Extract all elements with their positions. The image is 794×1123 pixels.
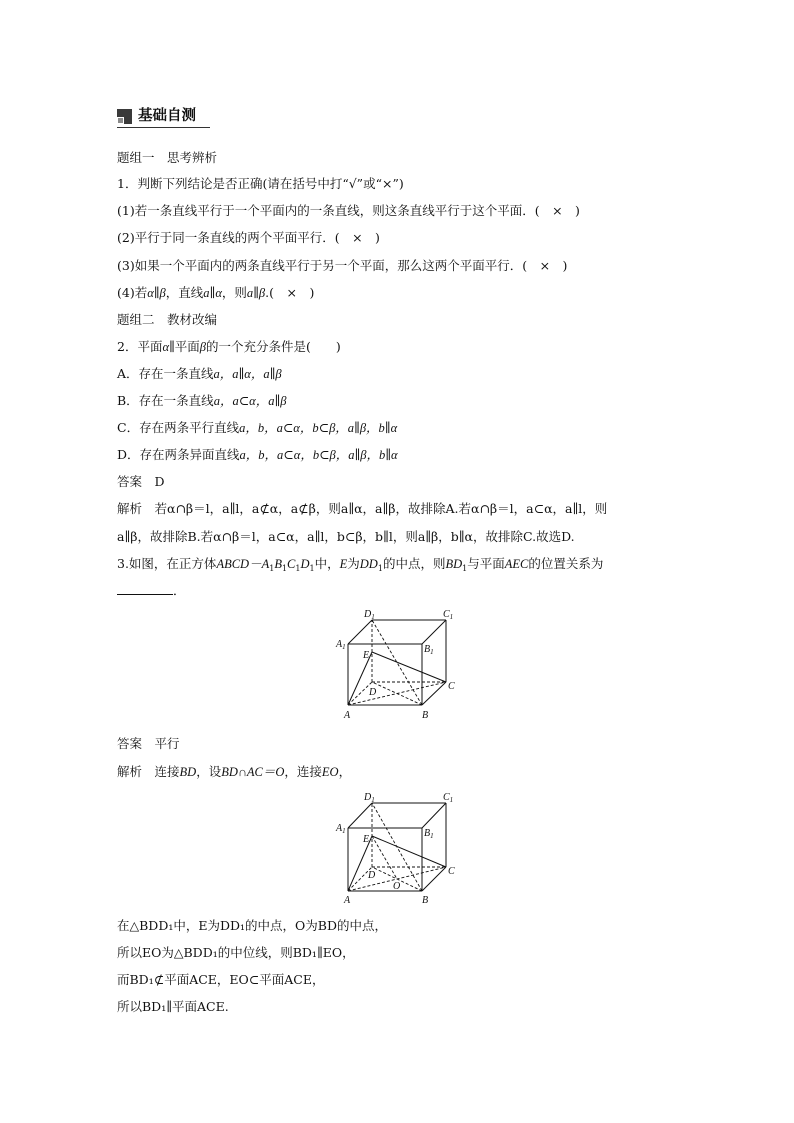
label-A1: $A_1$ xyxy=(336,639,346,651)
cube-figure-2 xyxy=(330,790,460,908)
q1-stem: 1．判断下列结论是否正确(请在括号中打“√”或“×”) xyxy=(117,176,404,191)
group2-heading: 题组二 教材改编 xyxy=(117,312,218,327)
proof-line-4: 所以BD₁∥平面ACE. xyxy=(117,999,229,1014)
q2-option-b: B．存在一条直线a，a⊂α，a∥β xyxy=(117,393,287,408)
label-D: D xyxy=(369,687,377,698)
q2-stem: 2．平面α∥平面β的一个充分条件是( ) xyxy=(117,339,341,354)
q2-option-a: A．存在一条直线a，a∥α，a∥β xyxy=(117,366,282,381)
q3-stem: 3.如图，在正方体$ABCD-A_1B_1C_1D_1$中，E为$DD_1$的中点，则$BD_1$与平面AEC的位置关系为 xyxy=(117,556,604,573)
section-header xyxy=(117,107,210,127)
label-E: E xyxy=(363,650,370,661)
label-D1: $D_1$ xyxy=(364,792,375,804)
proof-line-1: 在△BDD₁中，E为DD₁的中点，O为BD的中点， xyxy=(117,918,387,933)
q1-item-1: (1)若一条直线平行于一个平面内的一条直线，则这条直线平行于这个平面．( × ) xyxy=(117,203,580,218)
q1-item-2: (2)平行于同一条直线的两个平面平行．( × ) xyxy=(117,230,380,245)
label-D1: $D_1$ xyxy=(364,609,375,621)
label-C1: $C_1$ xyxy=(443,609,454,621)
edge-B1C1 xyxy=(422,803,446,828)
label-A1: $A_1$ xyxy=(336,823,346,835)
q2-analysis-line2: a∥β，故排除B.若α∩β＝l，a⊂α，a∥l，b⊂β，b∥l，则a∥β，b∥α，故排除C.故选D. xyxy=(117,529,575,544)
edge-A1D1 xyxy=(348,620,372,644)
label-B: B xyxy=(422,895,429,906)
label-B1: $B_1$ xyxy=(424,644,434,656)
proof-line-2: 所以EO为△BDD₁的中位线，则BD₁∥EO， xyxy=(117,945,355,960)
segment-EC xyxy=(372,836,446,867)
section-underline xyxy=(117,127,210,128)
label-C: C xyxy=(448,866,455,877)
label-A: A xyxy=(344,710,351,721)
q1-item-3: (3)如果一个平面内的两条直线平行于另一个平面，那么这两个平面平行．( × ) xyxy=(117,258,568,273)
label-A: A xyxy=(344,895,351,906)
edge-BC xyxy=(422,867,446,891)
q2-option-d: D．存在两条异面直线a，b，a⊂α，b⊂β，a∥β，b∥α xyxy=(117,447,398,462)
q3-answer: 答案 平行 xyxy=(117,736,180,751)
label-E: E xyxy=(363,834,370,845)
label-B: B xyxy=(422,710,429,721)
q3-answer-blank-line: ． xyxy=(117,583,186,599)
segment-BD xyxy=(372,682,422,705)
label-O: O xyxy=(393,881,401,892)
q3-analysis: 解析 连接BD，设BD∩AC＝O，连接EO， xyxy=(117,764,352,779)
square-section-icon xyxy=(117,109,132,124)
q2-option-c: C．存在两条平行直线a，b，a⊂α，b⊂β，a∥β，b∥α xyxy=(117,420,398,435)
edge-B1C1 xyxy=(422,620,446,644)
edge-BC xyxy=(422,682,446,705)
segment-BD1 xyxy=(372,803,422,891)
segment-EC xyxy=(372,652,446,682)
proof-line-3: 而BD₁⊄平面ACE，EO⊂平面ACE， xyxy=(117,972,325,987)
group1-heading: 题组一 思考辨析 xyxy=(117,150,218,165)
label-C: C xyxy=(448,681,455,692)
label-B1: $B_1$ xyxy=(424,828,434,840)
q2-answer: 答案 D xyxy=(117,474,165,489)
q1-item-4: (4)若α∥β，直线a∥α，则a∥β.( × ) xyxy=(117,285,315,300)
label-D: D xyxy=(368,870,376,881)
cube-figure-1 xyxy=(330,606,460,724)
edge-A1D1 xyxy=(348,803,372,828)
q2-analysis-line1: 解析 若α∩β＝l，a∥l，a⊄α，a⊄β，则a∥α，a∥β，故排除A.若α∩β＝l，a⊂α，a∥l，则 xyxy=(117,501,608,516)
label-C1: $C_1$ xyxy=(443,792,454,804)
answer-blank xyxy=(117,584,173,595)
section-title: 基础自测 xyxy=(138,107,196,124)
